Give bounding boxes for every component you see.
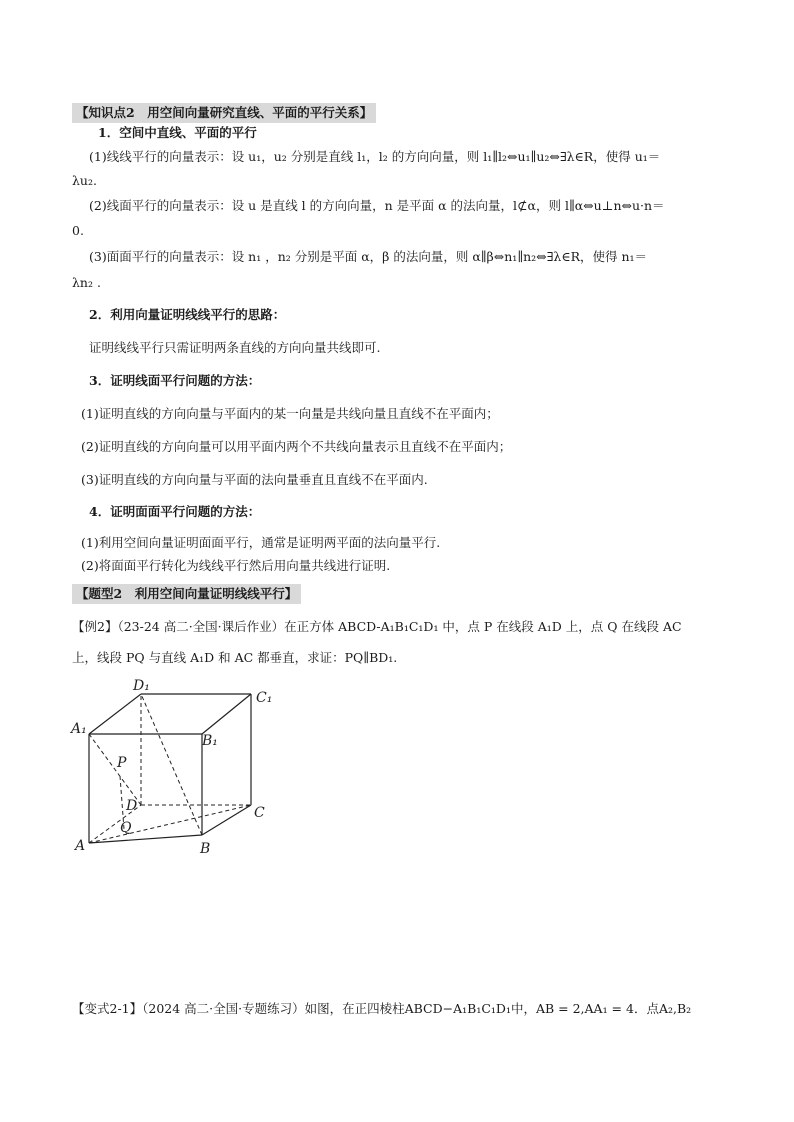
label-A1: A₁ [71,721,87,737]
example-line-1: 【例2】（23-24 高二·全国·课后作业）在正方体 ABCD-A₁B₁C₁D₁ 中，点 P 在线段 A₁D 上，点 Q 在线段 AC [72,619,682,634]
paragraph-plane-plane-parallel: (3)面面平行的向量表示：设 n₁ ，n₂ 分别是平面 α，β 的法向量，则 α∥β⇔n₁∥n₂⇔∃λ∈R，使得 n₁＝ [89,249,648,264]
variant-line: 【变式2-1】（2024 高二·全国·专题练习）如图，在正四棱柱ABCD−A₁B₁C₁D₁中，AB = 2,AA₁ = 4．点A₂,B₂ [72,1001,692,1016]
subsection-title-4: 4．证明面面平行问题的方法： [89,504,261,519]
label-D: D [126,798,138,814]
label-C1: C₁ [256,690,273,706]
label-B: B [200,841,211,855]
segment-B-D1 [141,694,202,835]
label-A: A [75,838,86,854]
label-C: C [254,805,265,821]
paragraph-plane-plane-parallel-cont: λn₂ . [72,275,101,290]
example-line-2: 上，线段 PQ 与直线 A₁D 和 AC 都垂直，求证：PQ∥BD₁. [72,650,398,665]
segment-A1-D [89,734,141,805]
subsection-2-text: 证明线线平行只需证明两条直线的方向向量共线即可. [89,340,381,355]
label-D1: D₁ [133,678,150,694]
cube-figure [68,675,278,855]
label-P: P [117,755,127,771]
paragraph-line-line-parallel: (1)线线平行的向量表示：设 u₁，u₂ 分别是直线 l₁，l₂ 的方向向量，则 l₁∥l₂⇔u₁∥u₂⇔∃λ∈R，使得 u₁＝ [89,149,661,164]
subsection-title-3: 3．证明线面平行问题的方法： [89,373,261,388]
subsection-title-2: 2．利用向量证明线线平行的思路： [89,307,286,322]
section-header-type: 【题型2 利用空间向量证明线线平行】 [72,584,301,604]
paragraph-line-plane-parallel: (2)线面平行的向量表示：设 u 是直线 l 的方向向量，n 是平面 α 的法向量，l⊄α，则 l∥α⇔u⊥n⇔u·n＝ [89,198,665,213]
plane-method-item-2: (2)将面面平行转化为线线平行然后用向量共线进行证明. [81,558,391,573]
edge-A1-D1 [89,694,141,734]
paragraph-line-plane-parallel-cont: 0. [72,223,84,238]
method-item-1: (1)证明直线的方向向量与平面内的某一向量是共线向量且直线不在平面内； [81,406,499,421]
method-item-3: (3)证明直线的方向向量与平面的法向量垂直且直线不在平面内. [81,472,428,487]
label-B1: B₁ [202,733,218,749]
edge-B-C [202,805,251,835]
edge-B1-C1 [202,694,251,734]
plane-method-item-1: (1)利用空间向量证明面面平行，通常是证明两平面的法向量平行. [81,535,441,550]
paragraph-line-line-parallel-cont: λu₂. [72,173,97,188]
method-item-2: (2)证明直线的方向向量可以用平面内两个不共线向量表示且直线不在平面内； [81,439,512,454]
section-header-knowledge: 【知识点2 用空间向量研究直线、平面的平行关系】 [72,103,376,123]
subsection-title-1: 1．空间中直线、平面的平行 [98,125,257,140]
label-Q: Q [120,820,132,836]
